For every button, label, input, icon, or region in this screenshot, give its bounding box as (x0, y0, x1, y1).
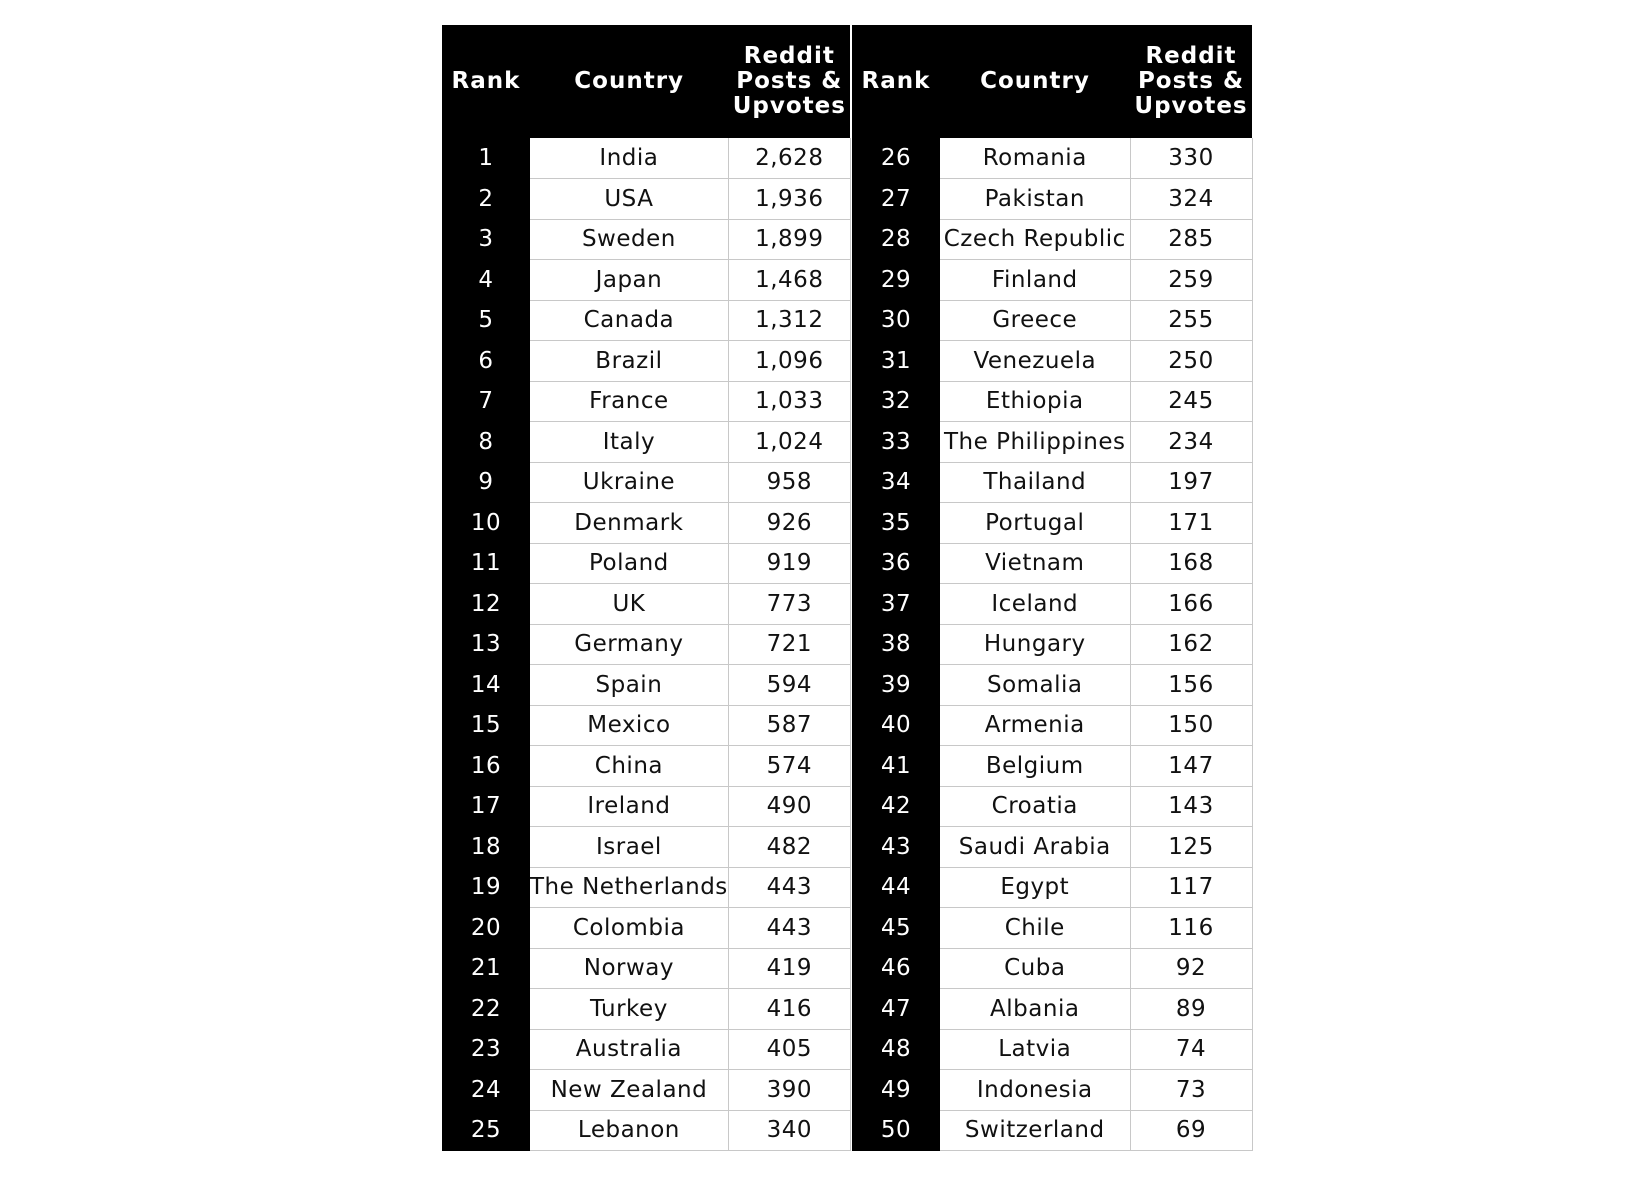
country-cell: USA (530, 179, 728, 220)
table-row (442, 624, 850, 665)
country-cell: Greece (940, 300, 1130, 341)
rank-cell: 48 (852, 1029, 940, 1070)
country-cell: Mexico (530, 705, 728, 746)
value-cell: 1,024 (728, 422, 850, 463)
value-cell: 150 (1130, 705, 1252, 746)
country-cell: Lebanon (530, 1110, 728, 1151)
table-row (852, 908, 1252, 949)
value-cell: 574 (728, 746, 850, 787)
value-cell: 143 (1130, 786, 1252, 827)
rank-cell: 34 (852, 462, 940, 503)
table-row (442, 908, 850, 949)
value-cell: 162 (1130, 624, 1252, 665)
country-cell: Somalia (940, 665, 1130, 706)
table-row (852, 989, 1252, 1030)
value-header-line: Reddit (1145, 43, 1237, 69)
country-cell: Indonesia (940, 1070, 1130, 1111)
value-cell: 125 (1130, 827, 1252, 868)
rank-cell: 31 (852, 341, 940, 382)
value-cell: 1,899 (728, 219, 850, 260)
table-row (442, 462, 850, 503)
value-header-line: Reddit (743, 43, 835, 69)
rank-cell: 21 (442, 948, 530, 989)
country-header: Country (940, 25, 1130, 138)
table-row (852, 746, 1252, 787)
ranking-table-left (442, 25, 851, 1151)
value-cell: 255 (1130, 300, 1252, 341)
value-cell: 443 (728, 908, 850, 949)
country-cell: Armenia (940, 705, 1130, 746)
rank-cell: 28 (852, 219, 940, 260)
rank-cell: 4 (442, 260, 530, 301)
value-cell: 482 (728, 827, 850, 868)
country-cell: Poland (530, 543, 728, 584)
rank-cell: 35 (852, 503, 940, 544)
country-cell: Latvia (940, 1029, 1130, 1070)
table-row (442, 584, 850, 625)
value-header-line: Posts & (736, 68, 843, 94)
table-row (852, 948, 1252, 989)
value-cell: 285 (1130, 219, 1252, 260)
value-cell: 2,628 (728, 138, 850, 179)
value-cell: 1,096 (728, 341, 850, 382)
value-cell: 147 (1130, 746, 1252, 787)
rank-cell: 17 (442, 786, 530, 827)
value-cell: 443 (728, 867, 850, 908)
value-header (728, 25, 850, 138)
country-cell: Colombia (530, 908, 728, 949)
country-cell: Switzerland (940, 1110, 1130, 1151)
rank-cell: 32 (852, 381, 940, 422)
value-cell: 587 (728, 705, 850, 746)
country-cell: Denmark (530, 503, 728, 544)
value-header-line: Upvotes (1134, 93, 1248, 119)
value-cell: 490 (728, 786, 850, 827)
rank-cell: 14 (442, 665, 530, 706)
value-cell: 324 (1130, 179, 1252, 220)
table-row (442, 786, 850, 827)
table-row (442, 422, 850, 463)
table-row (852, 543, 1252, 584)
table-row (852, 1029, 1252, 1070)
country-cell: Iceland (940, 584, 1130, 625)
country-header: Country (530, 25, 728, 138)
value-cell: 156 (1130, 665, 1252, 706)
value-cell: 958 (728, 462, 850, 503)
value-cell: 171 (1130, 503, 1252, 544)
country-cell: Croatia (940, 786, 1130, 827)
country-cell: Albania (940, 989, 1130, 1030)
rank-cell: 15 (442, 705, 530, 746)
rank-cell: 6 (442, 341, 530, 382)
rank-cell: 18 (442, 827, 530, 868)
rank-cell: 20 (442, 908, 530, 949)
value-cell: 117 (1130, 867, 1252, 908)
rank-cell: 41 (852, 746, 940, 787)
table-body-left (442, 138, 850, 1151)
table-row (852, 381, 1252, 422)
country-cell: UK (530, 584, 728, 625)
rank-cell: 50 (852, 1110, 940, 1151)
value-header-line: Upvotes (732, 93, 846, 119)
rank-cell: 9 (442, 462, 530, 503)
rank-cell: 43 (852, 827, 940, 868)
table-header-row (442, 25, 850, 138)
country-cell: India (530, 138, 728, 179)
table-row (852, 827, 1252, 868)
rank-cell: 47 (852, 989, 940, 1030)
country-cell: Thailand (940, 462, 1130, 503)
country-cell: Japan (530, 260, 728, 301)
value-cell: 234 (1130, 422, 1252, 463)
table-header-row (852, 25, 1252, 138)
table-row (852, 422, 1252, 463)
value-cell: 245 (1130, 381, 1252, 422)
table-row (852, 300, 1252, 341)
value-cell: 721 (728, 624, 850, 665)
table-row (852, 1110, 1252, 1151)
table-row (852, 665, 1252, 706)
table-row (852, 705, 1252, 746)
value-cell: 259 (1130, 260, 1252, 301)
rank-cell: 5 (442, 300, 530, 341)
table-row (442, 1029, 850, 1070)
country-cell: Brazil (530, 341, 728, 382)
country-cell: Venezuela (940, 341, 1130, 382)
table-row (852, 179, 1252, 220)
country-cell: New Zealand (530, 1070, 728, 1111)
country-cell: The Philippines (940, 422, 1130, 463)
rank-cell: 16 (442, 746, 530, 787)
table-row (852, 584, 1252, 625)
value-cell: 416 (728, 989, 850, 1030)
rank-cell: 11 (442, 543, 530, 584)
country-cell: Germany (530, 624, 728, 665)
country-cell: Israel (530, 827, 728, 868)
country-cell: Sweden (530, 219, 728, 260)
table-row (442, 827, 850, 868)
rank-cell: 3 (442, 219, 530, 260)
country-cell: Egypt (940, 867, 1130, 908)
table-row (852, 260, 1252, 301)
value-cell: 166 (1130, 584, 1252, 625)
country-cell: Norway (530, 948, 728, 989)
ranking-table-right (852, 25, 1253, 1151)
country-cell: The Netherlands (530, 867, 728, 908)
value-header-line: Posts & (1137, 68, 1245, 94)
rank-cell: 27 (852, 179, 940, 220)
value-cell: 197 (1130, 462, 1252, 503)
country-cell: France (530, 381, 728, 422)
table-row (442, 543, 850, 584)
country-cell: Cuba (940, 948, 1130, 989)
rank-cell: 30 (852, 300, 940, 341)
rank-cell: 40 (852, 705, 940, 746)
value-cell: 405 (728, 1029, 850, 1070)
table-body-right (852, 138, 1252, 1151)
rank-cell: 7 (442, 381, 530, 422)
table-row (442, 948, 850, 989)
country-cell: Ireland (530, 786, 728, 827)
value-cell: 116 (1130, 908, 1252, 949)
value-cell: 419 (728, 948, 850, 989)
rank-cell: 44 (852, 867, 940, 908)
table-row (852, 341, 1252, 382)
value-cell: 773 (728, 584, 850, 625)
country-cell: Ethiopia (940, 381, 1130, 422)
rank-cell: 13 (442, 624, 530, 665)
table-row (442, 746, 850, 787)
value-cell: 340 (728, 1110, 850, 1151)
table-row (852, 786, 1252, 827)
rank-header: Rank (852, 25, 940, 138)
country-cell: Canada (530, 300, 728, 341)
country-cell: Australia (530, 1029, 728, 1070)
country-cell: Pakistan (940, 179, 1130, 220)
rank-cell: 36 (852, 543, 940, 584)
country-cell: Romania (940, 138, 1130, 179)
value-cell: 74 (1130, 1029, 1252, 1070)
value-cell: 92 (1130, 948, 1252, 989)
table-row (442, 300, 850, 341)
rank-cell: 23 (442, 1029, 530, 1070)
rank-cell: 29 (852, 260, 940, 301)
value-cell: 594 (728, 665, 850, 706)
country-cell: Italy (530, 422, 728, 463)
rank-cell: 46 (852, 948, 940, 989)
country-cell: Belgium (940, 746, 1130, 787)
rank-cell: 42 (852, 786, 940, 827)
country-cell: Hungary (940, 624, 1130, 665)
table-row (442, 503, 850, 544)
table-row (852, 503, 1252, 544)
value-cell: 73 (1130, 1070, 1252, 1111)
country-cell: Chile (940, 908, 1130, 949)
country-cell: Turkey (530, 989, 728, 1030)
table-row (442, 705, 850, 746)
country-cell: Portugal (940, 503, 1130, 544)
table-row (442, 138, 850, 179)
value-cell: 1,936 (728, 179, 850, 220)
table-row (442, 341, 850, 382)
rank-cell: 25 (442, 1110, 530, 1151)
rank-cell: 39 (852, 665, 940, 706)
rank-cell: 49 (852, 1070, 940, 1111)
value-cell: 1,312 (728, 300, 850, 341)
value-cell: 168 (1130, 543, 1252, 584)
rank-cell: 26 (852, 138, 940, 179)
value-cell: 89 (1130, 989, 1252, 1030)
value-header (1130, 25, 1252, 138)
table-row (442, 989, 850, 1030)
country-cell: Czech Republic (940, 219, 1130, 260)
table-row (852, 624, 1252, 665)
country-cell: Vietnam (940, 543, 1130, 584)
table-row (442, 179, 850, 220)
table-row (852, 219, 1252, 260)
country-cell: Ukraine (530, 462, 728, 503)
value-cell: 390 (728, 1070, 850, 1111)
table-row (442, 1110, 850, 1151)
value-cell: 250 (1130, 341, 1252, 382)
table-row (442, 867, 850, 908)
value-cell: 919 (728, 543, 850, 584)
country-cell: Saudi Arabia (940, 827, 1130, 868)
table-row (852, 867, 1252, 908)
table-row (852, 462, 1252, 503)
country-cell: Spain (530, 665, 728, 706)
rank-cell: 45 (852, 908, 940, 949)
table-row (442, 381, 850, 422)
rank-cell: 10 (442, 503, 530, 544)
value-cell: 1,468 (728, 260, 850, 301)
rank-cell: 38 (852, 624, 940, 665)
value-cell: 1,033 (728, 381, 850, 422)
table-row (442, 260, 850, 301)
rank-cell: 33 (852, 422, 940, 463)
value-cell: 69 (1130, 1110, 1252, 1151)
rank-cell: 2 (442, 179, 530, 220)
table-row (442, 219, 850, 260)
rank-header: Rank (442, 25, 530, 138)
rank-cell: 24 (442, 1070, 530, 1111)
rank-cell: 8 (442, 422, 530, 463)
table-row (852, 1070, 1252, 1111)
country-cell: Finland (940, 260, 1130, 301)
rank-cell: 22 (442, 989, 530, 1030)
value-cell: 330 (1130, 138, 1252, 179)
rank-cell: 12 (442, 584, 530, 625)
rank-cell: 37 (852, 584, 940, 625)
table-row (852, 138, 1252, 179)
table-row (442, 1070, 850, 1111)
table-row (442, 665, 850, 706)
value-cell: 926 (728, 503, 850, 544)
rank-cell: 19 (442, 867, 530, 908)
rank-cell: 1 (442, 138, 530, 179)
country-cell: China (530, 746, 728, 787)
